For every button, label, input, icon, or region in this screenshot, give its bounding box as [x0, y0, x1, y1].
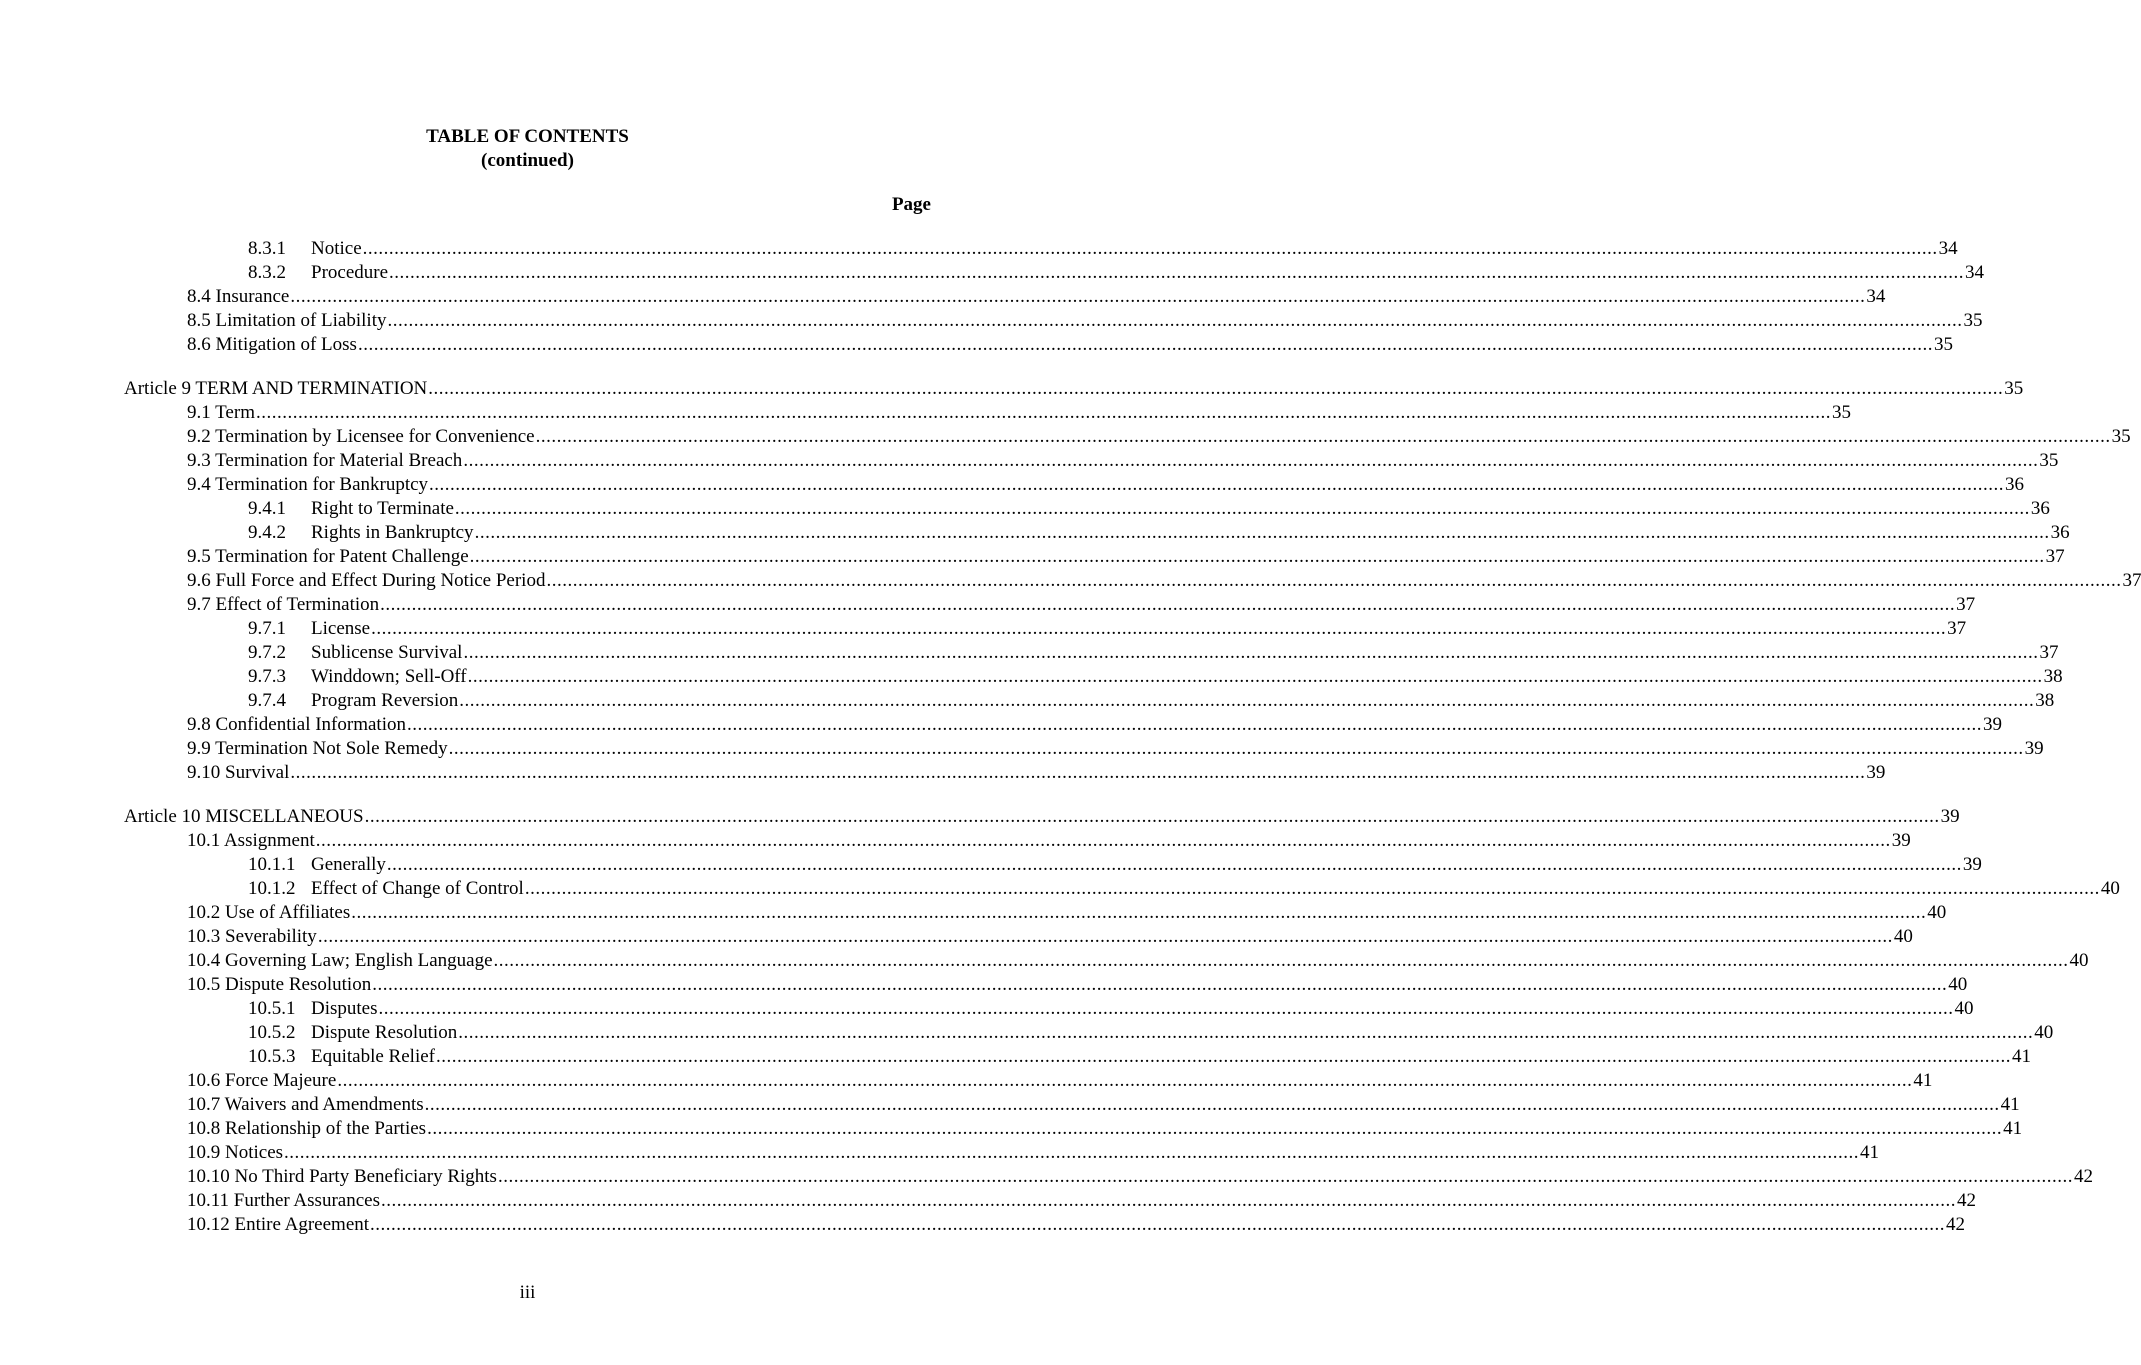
toc-entry[interactable] [187, 925, 1913, 949]
toc-entry[interactable] [248, 997, 1974, 1021]
toc-entry[interactable] [248, 641, 2059, 665]
entry-label: 9.1 Term [187, 402, 255, 423]
entry-label: 9.6 Full Force and Effect During Notice Period [187, 570, 546, 591]
entry-page: 41 [2000, 1094, 2020, 1115]
toc-title: TABLE OF CONTENTS [426, 126, 629, 147]
entry-page: 40 [1927, 902, 1947, 923]
toc-subtitle: (continued) [481, 150, 574, 171]
toc-entry[interactable] [187, 949, 2089, 973]
entry-page: 38 [2035, 690, 2055, 711]
entry-page: 41 [2003, 1118, 2023, 1139]
entry-page: 40 [2100, 878, 2120, 899]
dot-leader: ............................................................................................................................................................................................................................................................................................................ [467, 666, 2043, 687]
entry-page: 41 [1913, 1070, 1933, 1091]
dot-leader: ............................................................................................................................................................................................................................................................................................................ [315, 830, 1891, 851]
entry-number: 9.7.3 [248, 666, 286, 687]
entry-label: Sublicense Survival [311, 642, 463, 663]
entry-label: Right to Terminate [311, 498, 454, 519]
dot-leader: ............................................................................................................................................................................................................................................................................................................ [364, 806, 1940, 827]
entry-label: 10.3 Severability [187, 926, 317, 947]
entry-label: 10.7 Waivers and Amendments [187, 1094, 424, 1115]
entry-page: 35 [1831, 402, 1851, 423]
dot-leader: ............................................................................................................................................................................................................................................................................................................ [429, 474, 2005, 495]
entry-label: 10.11 Further Assurances [187, 1190, 380, 1211]
dot-leader: ............................................................................................................................................................................................................................................................................................................ [535, 426, 2111, 447]
entry-page: 37 [2045, 546, 2065, 567]
entry-label: 9.2 Termination by Licensee for Convenience [187, 426, 535, 447]
entry-label: Disputes [311, 998, 378, 1019]
entry-label: 8.4 Insurance [187, 286, 290, 307]
entry-page: 37 [1947, 618, 1967, 639]
entry-label: Effect of Change of Control [311, 878, 524, 899]
entry-page: 40 [1948, 974, 1968, 995]
entry-label: Procedure [311, 262, 389, 283]
dot-leader: ............................................................................................................................................................................................................................................................................................................ [362, 238, 1938, 259]
entry-page: 42 [1946, 1214, 1966, 1235]
toc-entry[interactable] [248, 521, 2070, 545]
toc-entry[interactable] [187, 973, 1968, 997]
toc-entry[interactable] [187, 285, 1886, 309]
entry-page: 35 [1933, 334, 1953, 355]
dot-leader: ............................................................................................................................................................................................................................................................................................................ [546, 570, 2122, 591]
dot-leader: ............................................................................................................................................................................................................................................................................................................ [463, 450, 2039, 471]
entry-page: 39 [1866, 762, 1886, 783]
entry-label: 10.10 No Third Party Beneficiary Rights [187, 1166, 497, 1187]
entry-number: 8.3.2 [248, 262, 286, 283]
toc-entry[interactable] [248, 689, 2055, 713]
dot-leader: ............................................................................................................................................................................................................................................................................................................ [284, 1142, 1860, 1163]
entry-page: 35 [2004, 378, 2024, 399]
entry-label: License [311, 618, 371, 639]
toc-entry[interactable] [248, 261, 1985, 285]
entry-label: Dispute Resolution [311, 1022, 458, 1043]
dot-leader: ............................................................................................................................................................................................................................................................................................................ [458, 1022, 2034, 1043]
entry-page: 40 [2034, 1022, 2054, 1043]
entry-page: 37 [2039, 642, 2059, 663]
entry-label: 9.5 Termination for Patent Challenge [187, 546, 469, 567]
toc-article[interactable] [124, 805, 1960, 829]
dot-leader: ............................................................................................................................................................................................................................................................................................................ [459, 690, 2035, 711]
toc-entry[interactable] [187, 737, 2044, 761]
dot-leader: ............................................................................................................................................................................................................................................................................................................ [389, 262, 1965, 283]
entry-page: 41 [1860, 1142, 1880, 1163]
entry-label: Article 10 MISCELLANEOUS [124, 806, 364, 827]
entry-number: 9.7.2 [248, 642, 286, 663]
dot-leader: ............................................................................................................................................................................................................................................................................................................ [290, 286, 1866, 307]
entry-label: Article 9 TERM AND TERMINATION [124, 378, 428, 399]
entry-page: 42 [1956, 1190, 1976, 1211]
toc-entry[interactable] [187, 1165, 2093, 1189]
entry-number: 10.5.3 [248, 1046, 296, 1067]
entry-label: Generally [311, 854, 386, 875]
dot-leader: ............................................................................................................................................................................................................................................................................................................ [386, 854, 1962, 875]
dot-leader: ............................................................................................................................................................................................................................................................................................................ [380, 594, 1956, 615]
entry-label: 9.3 Termination for Material Breach [187, 450, 463, 471]
entry-label: 10.8 Relationship of the Parties [187, 1118, 427, 1139]
entry-page: 35 [1963, 310, 1983, 331]
toc-entry[interactable] [187, 425, 2131, 449]
dot-leader: ............................................................................................................................................................................................................................................................................................................ [290, 762, 1866, 783]
toc-entry[interactable] [187, 829, 1911, 853]
toc-entry[interactable] [248, 853, 1982, 877]
entry-label: 9.10 Survival [187, 762, 290, 783]
entry-number: 10.1.1 [248, 854, 296, 875]
entry-number: 9.7.4 [248, 690, 286, 711]
toc-entry[interactable] [248, 665, 2063, 689]
entry-label: 9.4 Termination for Bankruptcy [187, 474, 429, 495]
entry-label: 8.5 Limitation of Liability [187, 310, 387, 331]
toc-entry[interactable] [187, 1093, 2020, 1117]
entry-page: 40 [2069, 950, 2089, 971]
entry-page: 39 [2024, 738, 2044, 759]
dot-leader: ............................................................................................................................................................................................................................................................................................................ [337, 1070, 1913, 1091]
dot-leader: ............................................................................................................................................................................................................................................................................................................ [370, 1214, 1946, 1235]
toc-entry[interactable] [248, 877, 2120, 901]
entry-label: 10.9 Notices [187, 1142, 284, 1163]
toc-entry[interactable] [187, 1141, 1880, 1165]
entry-page: 36 [2005, 474, 2025, 495]
entry-label: Winddown; Sell-Off [311, 666, 467, 687]
dot-leader: ............................................................................................................................................................................................................................................................................................................ [378, 998, 1954, 1019]
entry-page: 39 [1940, 806, 1960, 827]
dot-leader: ............................................................................................................................................................................................................................................................................................................ [474, 522, 2050, 543]
toc-entry[interactable] [187, 333, 1953, 357]
dot-leader: ............................................................................................................................................................................................................................................................................................................ [427, 1118, 2003, 1139]
entry-label: Program Reversion [311, 690, 459, 711]
dot-leader: ............................................................................................................................................................................................................................................................................................................ [406, 714, 1982, 735]
entry-number: 9.7.1 [248, 618, 286, 639]
dot-leader: ............................................................................................................................................................................................................................................................................................................ [380, 1190, 1956, 1211]
entry-number: 9.4.2 [248, 522, 286, 543]
toc-entry[interactable] [187, 1213, 1966, 1237]
entry-page: 36 [2050, 522, 2070, 543]
entry-label: 10.6 Force Majeure [187, 1070, 337, 1091]
entry-page: 37 [2122, 570, 2141, 591]
entry-label: 10.2 Use of Affiliates [187, 902, 351, 923]
dot-leader: ............................................................................................................................................................................................................................................................................................................ [357, 334, 1933, 355]
dot-leader: ............................................................................................................................................................................................................................................................................................................ [524, 878, 2100, 899]
page-column-label: Page [891, 194, 931, 215]
dot-leader: ............................................................................................................................................................................................................................................................................................................ [454, 498, 2030, 519]
toc-entry[interactable] [187, 1189, 1976, 1213]
dot-leader: ............................................................................................................................................................................................................................................................................................................ [424, 1094, 2000, 1115]
dot-leader: ............................................................................................................................................................................................................................................................................................................ [387, 310, 1963, 331]
toc-entry[interactable] [248, 497, 2050, 521]
toc-entry[interactable] [187, 309, 1983, 333]
dot-leader: ............................................................................................................................................................................................................................................................................................................ [428, 378, 2004, 399]
entry-number: 10.5.2 [248, 1022, 296, 1043]
toc-entry[interactable] [187, 593, 1976, 617]
entry-page: 34 [1866, 286, 1886, 307]
toc-article[interactable] [124, 377, 2024, 401]
dot-leader: ............................................................................................................................................................................................................................................................................................................ [497, 1166, 2073, 1187]
entry-page: 35 [2111, 426, 2131, 447]
entry-page: 34 [1938, 238, 1958, 259]
toc-entry[interactable] [187, 901, 1947, 925]
entry-page: 39 [1891, 830, 1911, 851]
entry-page: 40 [1954, 998, 1974, 1019]
toc-entry[interactable] [187, 401, 1851, 425]
entry-label: 9.7 Effect of Termination [187, 594, 380, 615]
entry-page: 42 [2073, 1166, 2093, 1187]
toc-entry[interactable] [187, 545, 2065, 569]
dot-leader: ............................................................................................................................................................................................................................................................................................................ [372, 974, 1948, 995]
entry-page: 39 [1982, 714, 2002, 735]
toc-entry[interactable] [248, 237, 1958, 261]
entry-label: 8.6 Mitigation of Loss [187, 334, 357, 355]
entry-label: 10.12 Entire Agreement [187, 1214, 370, 1235]
toc-entry[interactable] [187, 473, 2025, 497]
entry-label: 10.5 Dispute Resolution [187, 974, 372, 995]
entry-page: 35 [2039, 450, 2059, 471]
entry-page: 40 [1893, 926, 1913, 947]
entry-label: 10.1 Assignment [187, 830, 315, 851]
entry-label: 9.8 Confidential Information [187, 714, 406, 735]
entry-label: 9.9 Termination Not Sole Remedy [187, 738, 448, 759]
toc-entry[interactable] [187, 761, 1886, 785]
dot-leader: ............................................................................................................................................................................................................................................................................................................ [469, 546, 2045, 567]
entry-label: Rights in Bankruptcy [311, 522, 474, 543]
entry-number: 10.5.1 [248, 998, 296, 1019]
entry-number: 9.4.1 [248, 498, 286, 519]
dot-leader: ............................................................................................................................................................................................................................................................................................................ [493, 950, 2069, 971]
entry-page: 39 [1962, 854, 1982, 875]
entry-number: 8.3.1 [248, 238, 286, 259]
toc-entry[interactable] [187, 713, 2002, 737]
toc-entry[interactable] [187, 449, 2059, 473]
dot-leader: ............................................................................................................................................................................................................................................................................................................ [448, 738, 2024, 759]
page-number: iii [519, 1282, 536, 1303]
dot-leader: ............................................................................................................................................................................................................................................................................................................ [435, 1046, 2011, 1067]
toc-entry[interactable] [187, 1117, 2023, 1141]
dot-leader: ............................................................................................................................................................................................................................................................................................................ [351, 902, 1927, 923]
entry-number: 10.1.2 [248, 878, 296, 899]
dot-leader: ............................................................................................................................................................................................................................................................................................................ [371, 618, 1947, 639]
entry-label: Notice [311, 238, 362, 259]
dot-leader: ............................................................................................................................................................................................................................................................................................................ [255, 402, 1831, 423]
toc-entry[interactable] [248, 1021, 2054, 1045]
entry-label: Equitable Relief [311, 1046, 435, 1067]
toc-entry[interactable] [187, 1069, 1933, 1093]
toc-entry[interactable] [248, 617, 1967, 641]
toc-entry[interactable] [248, 1045, 2031, 1069]
entry-page: 36 [2030, 498, 2050, 519]
toc-entry[interactable] [187, 569, 2141, 593]
dot-leader: ............................................................................................................................................................................................................................................................................................................ [317, 926, 1893, 947]
entry-page: 34 [1965, 262, 1985, 283]
entry-label: 10.4 Governing Law; English Language [187, 950, 493, 971]
entry-page: 38 [2043, 666, 2063, 687]
entry-page: 37 [1956, 594, 1976, 615]
dot-leader: ............................................................................................................................................................................................................................................................................................................ [463, 642, 2039, 663]
entry-page: 41 [2011, 1046, 2031, 1067]
